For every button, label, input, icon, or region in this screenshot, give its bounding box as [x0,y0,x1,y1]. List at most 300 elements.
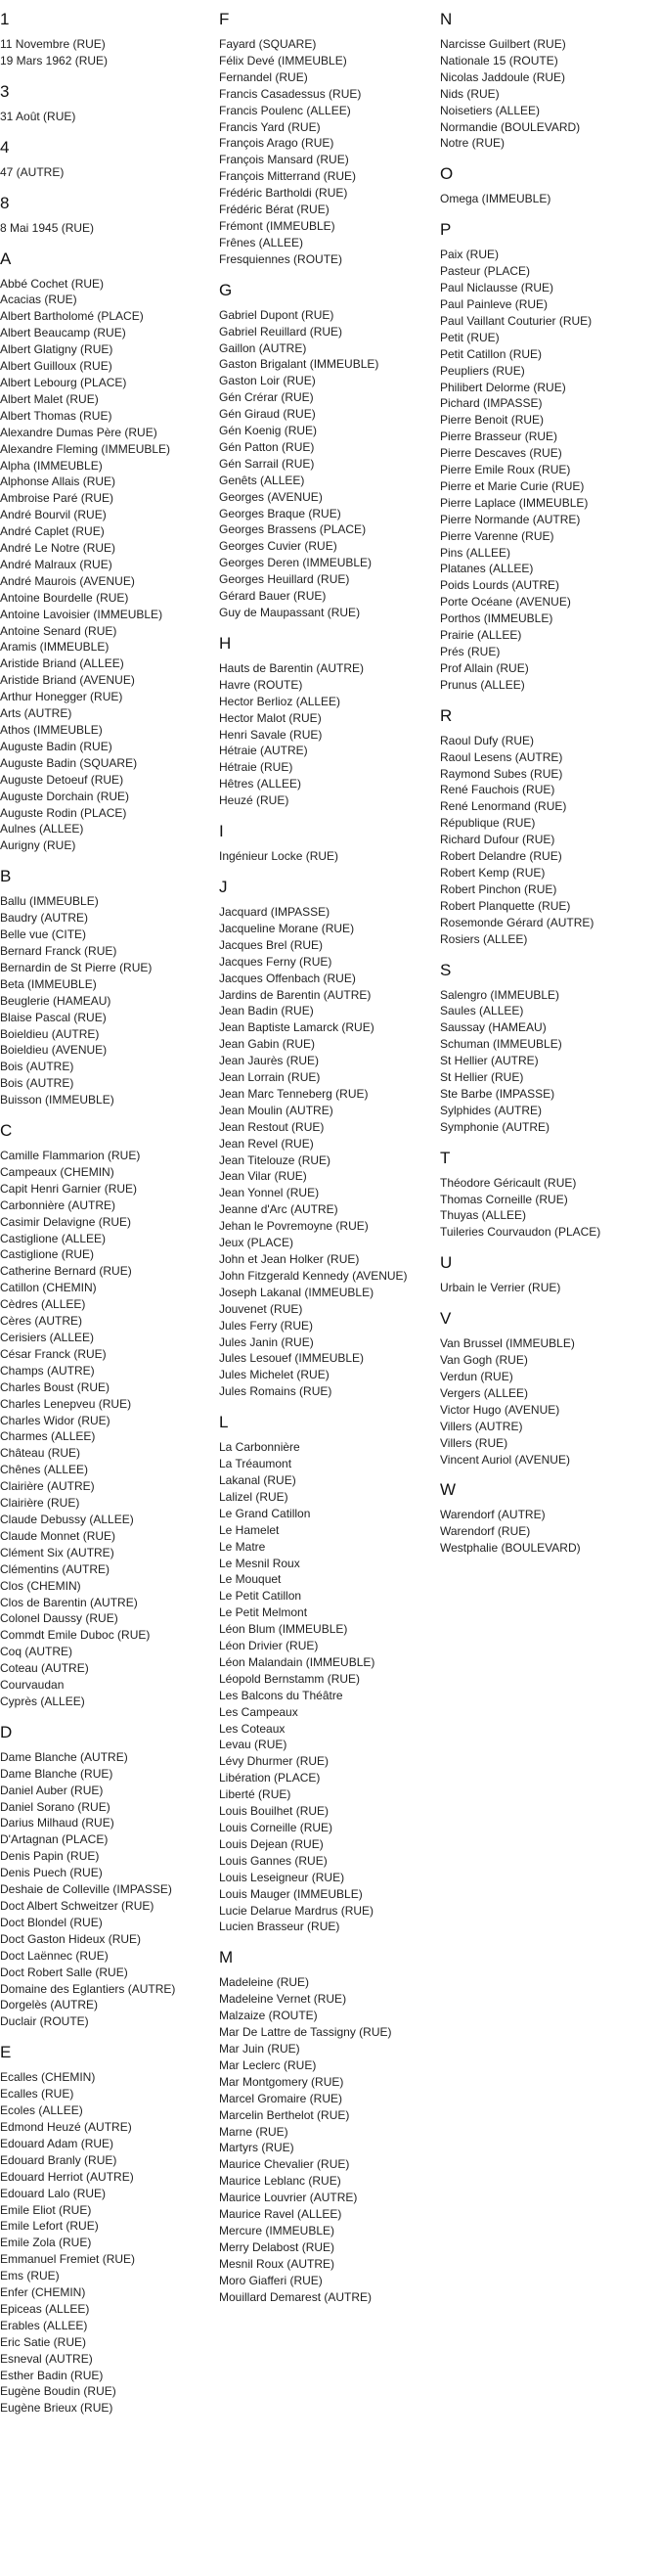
street-item[interactable]: Genêts (ALLEE) [219,473,305,487]
street-item[interactable]: Pichard (IMPASSE) [440,396,543,411]
street-item[interactable]: St Hellier (RUE) [440,1070,524,1085]
street-item[interactable]: Catherine Bernard (RUE) [0,1264,132,1279]
street-item[interactable]: Jardins de Barentin (AUTRE) [219,987,372,1002]
street-item[interactable]: Warendorf (RUE) [440,1524,531,1539]
street-item[interactable]: Dame Blanche (AUTRE) [0,1749,128,1764]
street-item[interactable]: Thomas Corneille (RUE) [440,1192,568,1206]
street-item[interactable]: Camille Flammarion (RUE) [0,1149,141,1163]
street-item[interactable]: Hêtres (ALLEE) [219,777,302,791]
street-item[interactable]: Pierre Benoit (RUE) [440,413,545,428]
street-item[interactable]: Jacqueline Morane (RUE) [219,921,355,935]
street-item[interactable]: Sylphides (AUTRE) [440,1103,543,1117]
street-item[interactable]: Frémont (IMMEUBLE) [219,218,335,233]
street-item[interactable]: Verdun (RUE) [440,1370,513,1383]
street-item[interactable]: Fernandel (RUE) [219,69,308,84]
street-item[interactable]: Frédéric Bérat (RUE) [219,203,330,217]
street-item[interactable]: Edouard Lalo (RUE) [0,2186,107,2200]
street-item[interactable]: Claude Debussy (ALLEE) [0,1512,134,1526]
street-item[interactable]: Jean Moulin (AUTRE) [219,1103,333,1117]
street-item[interactable]: Jean Baptiste Lamarck (RUE) [219,1020,374,1035]
street-item[interactable]: Westphalie (BOULEVARD) [440,1541,581,1556]
street-item[interactable]: Léopold Bernstamm (RUE) [219,1671,361,1686]
street-item[interactable]: Jacques Offenbach (RUE) [219,971,356,985]
street-item[interactable]: Pierre Emile Roux (RUE) [440,463,571,477]
street-item[interactable]: Le Petit Melmont [219,1605,308,1620]
street-item[interactable]: Buisson (IMMEUBLE) [0,1093,114,1107]
street-item[interactable]: Moro Giafferi (RUE) [219,2273,323,2287]
street-item[interactable]: Athos (IMMEUBLE) [0,723,103,737]
street-item[interactable]: Albert Malet (RUE) [0,391,99,406]
street-item[interactable]: Raoul Dufy (RUE) [440,733,535,747]
street-item[interactable]: Emile Lefort (RUE) [0,2219,99,2234]
street-item[interactable]: Gén Giraud (RUE) [219,407,316,422]
street-item[interactable]: Daniel Auber (RUE) [0,1783,104,1797]
street-item[interactable]: Porte Océane (AVENUE) [440,595,571,610]
street-item[interactable]: André Bourvil (RUE) [0,508,107,522]
street-item[interactable]: Urbain le Verrier (RUE) [440,1281,561,1295]
street-item[interactable]: Jules Michelet (RUE) [219,1368,330,1382]
street-item[interactable]: Aurigny (RUE) [0,838,76,853]
street-item[interactable]: Jacquard (IMPASSE) [219,904,330,919]
street-item[interactable]: 19 Mars 1962 (RUE) [0,53,109,68]
street-item[interactable]: Abbé Cochet (RUE) [0,276,105,291]
street-item[interactable]: Duclair (ROUTE) [0,2014,89,2029]
street-item[interactable]: Mar Montgomery (RUE) [219,2074,344,2089]
street-item[interactable]: Raymond Subes (RUE) [440,766,563,781]
street-item[interactable]: Fresquiennes (ROUTE) [219,251,343,266]
street-item[interactable]: Albert Thomas (RUE) [0,408,112,423]
street-item[interactable]: Félix Devé (IMMEUBLE) [219,53,347,68]
street-item[interactable]: Lucie Delarue Mardrus (RUE) [219,1903,374,1918]
street-item[interactable]: Jean Yonnel (RUE) [219,1186,320,1200]
street-item[interactable]: Prunus (ALLEE) [440,677,525,692]
street-item[interactable]: Normandie (BOULEVARD) [440,119,581,134]
street-item[interactable]: Madeleine Vernet (RUE) [219,1992,347,2007]
street-item[interactable]: Darius Milhaud (RUE) [0,1816,114,1830]
street-item[interactable]: Georges Braque (RUE) [219,506,341,520]
street-item[interactable]: Saules (ALLEE) [440,1004,524,1018]
street-item[interactable]: Edmond Heuzé (AUTRE) [0,2119,132,2134]
street-item[interactable]: Robert Delandre (RUE) [440,849,562,864]
street-item[interactable]: Jean Lorrain (RUE) [219,1070,321,1085]
street-item[interactable]: Villers (RUE) [440,1435,508,1450]
street-item[interactable]: Belle vue (CITE) [0,927,87,942]
street-item[interactable]: Jules Lesouef (IMMEUBLE) [219,1351,365,1366]
street-item[interactable]: D'Artagnan (PLACE) [0,1832,109,1847]
street-item[interactable]: Pierre Normande (AUTRE) [440,512,581,526]
street-item[interactable]: René Lenormand (RUE) [440,799,567,814]
street-item[interactable]: Léon Drivier (RUE) [219,1639,319,1653]
street-item[interactable]: Cères (AUTRE) [0,1314,83,1329]
street-item[interactable]: Mar Leclerc (RUE) [219,2057,317,2072]
street-item[interactable]: John Fitzgerald Kennedy (AVENUE) [219,1268,408,1283]
street-item[interactable]: Pierre Descaves (RUE) [440,446,562,461]
street-item[interactable]: Doct Gaston Hideux (RUE) [0,1931,142,1946]
street-item[interactable]: Guy de Maupassant (RUE) [219,606,361,619]
street-item[interactable]: Auguste Badin (RUE) [0,739,112,753]
street-item[interactable]: Louis Corneille (RUE) [219,1821,333,1834]
street-item[interactable]: Jean Badin (RUE) [219,1004,314,1018]
street-item[interactable]: Ecoles (ALLEE) [0,2103,83,2118]
street-item[interactable]: Raoul Lesens (AUTRE) [440,749,563,764]
street-item[interactable]: Les Balcons du Théâtre [219,1688,343,1702]
street-item[interactable]: Doct Robert Salle (RUE) [0,1965,128,1979]
street-item[interactable]: Capit Henri Garnier (RUE) [0,1181,138,1196]
street-item[interactable]: Denis Papin (RUE) [0,1849,100,1864]
street-item[interactable]: John et Jean Holker (RUE) [219,1252,360,1266]
street-item[interactable]: Nids (RUE) [440,86,500,101]
street-item[interactable]: Marcelin Berthelot (RUE) [219,2107,350,2122]
street-item[interactable]: Peupliers (RUE) [440,363,525,378]
street-item[interactable]: Auguste Detoeuf (RUE) [0,772,124,787]
street-item[interactable]: Paul Painleve (RUE) [440,296,549,311]
street-item[interactable]: Levau (RUE) [219,1738,287,1752]
street-item[interactable]: Omega (IMMEUBLE) [440,192,551,206]
street-item[interactable]: Lalizel (RUE) [219,1489,288,1504]
street-item[interactable]: Jouvenet (RUE) [219,1301,303,1316]
street-item[interactable]: Charles Lenepveu (RUE) [0,1396,132,1411]
street-item[interactable]: Louis Mauger (IMMEUBLE) [219,1886,363,1901]
street-item[interactable]: Frédéric Bartholdi (RUE) [219,186,348,201]
street-item[interactable]: Prairie (ALLEE) [440,628,522,643]
street-item[interactable]: Boieldieu (AVENUE) [0,1043,108,1058]
street-item[interactable]: Gabriel Dupont (RUE) [219,307,334,322]
street-item[interactable]: Francis Yard (RUE) [219,119,321,134]
street-item[interactable]: Albert Glatigny (RUE) [0,342,113,357]
street-item[interactable]: Coteau (AUTRE) [0,1661,89,1676]
street-item[interactable]: Pierre Brasseur (RUE) [440,429,558,444]
street-item[interactable]: Mar Juin (RUE) [219,2041,300,2056]
street-item[interactable]: Ballu (IMMEUBLE) [0,894,99,909]
street-item[interactable]: Louis Gannes (RUE) [219,1853,328,1868]
street-item[interactable]: Aulnes (ALLEE) [0,822,84,836]
street-item[interactable]: André Le Notre (RUE) [0,541,116,556]
street-item[interactable]: René Fauchois (RUE) [440,783,555,797]
street-item[interactable]: Ste Barbe (IMPASSE) [440,1086,555,1101]
street-item[interactable]: Maurice Leblanc (RUE) [219,2174,341,2189]
street-item[interactable]: Mar De Lattre de Tassigny (RUE) [219,2025,392,2040]
street-item[interactable]: Esther Badin (RUE) [0,2368,104,2382]
street-item[interactable]: Porthos (IMMEUBLE) [440,611,553,626]
street-item[interactable]: Jules Ferry (RUE) [219,1318,314,1333]
street-item[interactable]: Platanes (ALLEE) [440,562,534,576]
street-item[interactable]: Castiglione (ALLEE) [0,1231,107,1245]
street-item[interactable]: Liberté (RUE) [219,1787,291,1802]
street-item[interactable]: Domaine des Eglantiers (AUTRE) [0,1981,176,1996]
street-item[interactable]: Antoine Senard (RUE) [0,623,117,638]
street-item[interactable]: Paul Vaillant Couturier (RUE) [440,313,593,328]
street-item[interactable]: Emmanuel Fremiet (RUE) [0,2252,136,2267]
street-item[interactable]: Aramis (IMMEUBLE) [0,640,110,655]
street-item[interactable]: Georges Brassens (PLACE) [219,522,367,537]
street-item[interactable]: Mesnil Roux (AUTRE) [219,2256,335,2271]
street-item[interactable]: Prés (RUE) [440,645,501,658]
street-item[interactable]: La Carbonnière [219,1440,300,1455]
street-item[interactable]: Eugène Brieux (RUE) [0,2401,113,2416]
street-item[interactable]: François Mitterrand (RUE) [219,169,357,184]
street-item[interactable]: Champs (AUTRE) [0,1363,95,1378]
street-item[interactable]: Warendorf (AUTRE) [440,1508,546,1522]
street-item[interactable]: Commdt Emile Duboc (RUE) [0,1628,151,1643]
street-item[interactable]: Paul Niclausse (RUE) [440,281,554,295]
street-item[interactable]: Cèdres (ALLEE) [0,1297,86,1312]
street-item[interactable]: Frênes (ALLEE) [219,235,304,249]
street-item[interactable]: Bernard Franck (RUE) [0,943,117,958]
street-item[interactable]: Gaillon (AUTRE) [219,340,307,355]
street-item[interactable]: Acacias (RUE) [0,293,77,307]
street-item[interactable]: Le Hamelet [219,1522,280,1537]
street-item[interactable]: Clairière (AUTRE) [0,1479,95,1494]
street-item[interactable]: Le Mesnil Roux [219,1556,300,1570]
street-item[interactable]: Lévy Dhurmer (RUE) [219,1754,330,1769]
street-item[interactable]: Maurice Louvrier (AUTRE) [219,2191,358,2205]
street-item[interactable]: Le Petit Catillon [219,1589,302,1604]
street-item[interactable]: Schuman (IMMEUBLE) [440,1037,562,1052]
street-item[interactable]: Bois (AUTRE) [0,1060,74,1074]
street-item[interactable]: André Caplet (RUE) [0,524,105,539]
street-item[interactable]: Charmes (ALLEE) [0,1429,96,1444]
street-item[interactable]: André Maurois (AVENUE) [0,573,135,588]
street-item[interactable]: Jean Marc Tenneberg (RUE) [219,1086,369,1101]
street-item[interactable]: Pierre Laplace (IMMEUBLE) [440,495,589,510]
street-item[interactable]: Francis Casadessus (RUE) [219,86,362,101]
street-item[interactable]: La Tréaumont [219,1457,292,1471]
street-item[interactable]: Gaston Brigalant (IMMEUBLE) [219,357,379,372]
street-item[interactable]: Clémentins (AUTRE) [0,1561,110,1576]
street-item[interactable]: Emile Eliot (RUE) [0,2202,92,2217]
street-item[interactable]: Beuglerie (HAMEAU) [0,993,111,1008]
street-item[interactable]: Lakanal (RUE) [219,1472,296,1487]
street-item[interactable]: Jeux (PLACE) [219,1236,294,1250]
street-item[interactable]: Antoine Bourdelle (RUE) [0,590,129,605]
street-item[interactable]: Petit (RUE) [440,330,500,344]
street-item[interactable]: Jean Vilar (RUE) [219,1169,307,1184]
street-item[interactable]: Château (RUE) [0,1446,81,1461]
street-item[interactable]: Merry Delabost (RUE) [219,2239,335,2254]
street-item[interactable]: Albert Lebourg (PLACE) [0,375,127,389]
street-item[interactable]: Albert Beaucamp (RUE) [0,326,126,340]
street-item[interactable]: Antoine Lavoisier (IMMEUBLE) [0,607,163,621]
street-item[interactable]: Alexandre Fleming (IMMEUBLE) [0,441,171,456]
street-item[interactable]: Pins (ALLEE) [440,545,511,560]
street-item[interactable]: Albert Guilloux (RUE) [0,359,112,374]
street-item[interactable]: Jean Titelouze (RUE) [219,1152,331,1167]
street-item[interactable]: Bois (AUTRE) [0,1076,74,1091]
street-item[interactable]: Georges Heuillard (RUE) [219,572,350,587]
street-item[interactable]: Marcel Gromaire (RUE) [219,2091,343,2105]
street-item[interactable]: François Mansard (RUE) [219,153,349,167]
street-item[interactable]: Paix (RUE) [440,248,500,262]
street-item[interactable]: Madeleine (RUE) [219,1975,310,1990]
street-item[interactable]: Gén Crérar (RUE) [219,390,314,405]
street-item[interactable]: Dame Blanche (RUE) [0,1766,113,1781]
street-item[interactable]: Esneval (AUTRE) [0,2351,93,2366]
street-item[interactable]: Bernardin de St Pierre (RUE) [0,960,153,974]
street-item[interactable]: Louis Bouilhet (RUE) [219,1804,330,1819]
street-item[interactable]: Epiceas (ALLEE) [0,2301,90,2316]
street-item[interactable]: Villers (AUTRE) [440,1419,523,1433]
street-item[interactable]: Eugène Boudin (RUE) [0,2384,116,2399]
street-item[interactable]: Francis Poulenc (ALLEE) [219,103,351,117]
street-item[interactable]: Auguste Dorchain (RUE) [0,789,130,803]
street-item[interactable]: Théodore Géricault (RUE) [440,1175,577,1190]
street-item[interactable]: Auguste Rodin (PLACE) [0,805,127,820]
street-item[interactable]: Henri Savale (RUE) [219,727,323,742]
street-item[interactable]: Salengro (IMMEUBLE) [440,987,560,1002]
street-item[interactable]: Jean Restout (RUE) [219,1119,325,1134]
street-item[interactable]: Mouillard Demarest (AUTRE) [219,2289,373,2304]
street-item[interactable]: Robert Kemp (RUE) [440,865,546,880]
street-item[interactable]: Ingénieur Locke (RUE) [219,849,339,864]
street-item[interactable]: Carbonnière (AUTRE) [0,1198,116,1212]
street-item[interactable]: Les Campeaux [219,1704,298,1719]
street-item[interactable]: Robert Planquette (RUE) [440,898,571,913]
street-item[interactable]: Notre (RUE) [440,136,506,151]
street-item[interactable]: Pierre et Marie Curie (RUE) [440,478,585,493]
street-item[interactable]: Léon Malandain (IMMEUBLE) [219,1654,375,1669]
street-item[interactable]: Georges Deren (IMMEUBLE) [219,556,373,570]
street-item[interactable]: Saussay (HAMEAU) [440,1020,547,1035]
street-item[interactable]: Chênes (ALLEE) [0,1463,89,1477]
street-item[interactable]: Arthur Honegger (RUE) [0,690,123,704]
street-item[interactable]: Pierre Varenne (RUE) [440,528,554,543]
street-item[interactable]: Gén Sarrail (RUE) [219,456,315,471]
street-item[interactable]: Louis Leseigneur (RUE) [219,1870,345,1884]
street-item[interactable]: Narcisse Guilbert (RUE) [440,37,566,51]
street-item[interactable]: Mercure (IMMEUBLE) [219,2223,335,2237]
street-item[interactable]: Hauts de Barentin (AUTRE) [219,660,365,675]
street-item[interactable]: Colonel Daussy (RUE) [0,1611,118,1626]
street-item[interactable]: Marne (RUE) [219,2124,288,2139]
street-item[interactable]: Arts (AUTRE) [0,706,72,721]
street-item[interactable]: Fayard (SQUARE) [219,37,317,51]
street-item[interactable]: Campeaux (CHEMIN) [0,1164,114,1179]
street-item[interactable]: St Hellier (AUTRE) [440,1054,539,1068]
street-item[interactable]: République (RUE) [440,816,536,831]
street-item[interactable]: Tuileries Courvaudon (PLACE) [440,1225,601,1240]
street-item[interactable]: Jacques Brel (RUE) [219,937,324,952]
street-item[interactable]: Gérard Bauer (RUE) [219,589,327,604]
street-item[interactable]: Ecalles (CHEMIN) [0,2070,96,2085]
street-item[interactable]: Casimir Delavigne (RUE) [0,1214,132,1229]
street-item[interactable]: Nicolas Jaddoule (RUE) [440,69,566,84]
street-item[interactable]: Aristide Briand (ALLEE) [0,656,124,671]
street-item[interactable]: Jean Revel (RUE) [219,1136,314,1151]
street-item[interactable]: Ecalles (RUE) [0,2087,74,2101]
street-item[interactable]: Eric Satie (RUE) [0,2334,87,2349]
street-item[interactable]: Philibert Delorme (RUE) [440,380,566,394]
street-item[interactable]: Rosemonde Gérard (AUTRE) [440,915,594,929]
street-item[interactable]: Nationale 15 (ROUTE) [440,53,558,68]
street-item[interactable]: Claude Monnet (RUE) [0,1528,116,1543]
street-item[interactable]: Georges Cuvier (RUE) [219,539,337,554]
street-item[interactable]: Courvaudan [0,1678,65,1693]
street-item[interactable]: Martyrs (RUE) [219,2141,294,2155]
street-item[interactable]: Symphonie (AUTRE) [440,1119,550,1134]
street-item[interactable]: Daniel Sorano (RUE) [0,1799,110,1814]
street-item[interactable]: Jules Romains (RUE) [219,1384,332,1399]
street-item[interactable]: Emile Zola (RUE) [0,2236,92,2250]
street-item[interactable]: Heuzé (RUE) [219,793,289,808]
street-item[interactable]: Jeanne d'Arc (AUTRE) [219,1202,338,1217]
street-item[interactable]: Coq (AUTRE) [0,1645,73,1659]
street-item[interactable]: Pasteur (PLACE) [440,264,531,279]
street-item[interactable]: Alpha (IMMEUBLE) [0,458,103,473]
street-item[interactable]: Dorgelès (AUTRE) [0,1998,99,2012]
street-item[interactable]: Le Matre [219,1539,266,1554]
street-item[interactable]: Georges (AVENUE) [219,489,323,504]
street-item[interactable]: Clos de Barentin (AUTRE) [0,1595,138,1609]
street-item[interactable]: Alphonse Allais (RUE) [0,475,116,489]
street-item[interactable]: Léon Blum (IMMEUBLE) [219,1622,348,1637]
street-item[interactable]: Ems (RUE) [0,2269,60,2283]
street-item[interactable]: Louis Dejean (RUE) [219,1836,324,1851]
street-item[interactable]: Erables (ALLEE) [0,2318,88,2332]
street-item[interactable]: Charles Boust (RUE) [0,1379,110,1394]
street-item[interactable]: Hétraie (RUE) [219,760,293,775]
street-item[interactable]: Hétraie (AUTRE) [219,744,308,758]
street-item[interactable]: Libération (PLACE) [219,1771,321,1785]
street-item[interactable]: Doct Albert Schweitzer (RUE) [0,1899,154,1913]
street-item[interactable]: Van Gogh (RUE) [440,1353,528,1368]
street-item[interactable]: Rosiers (ALLEE) [440,931,528,946]
street-item[interactable]: Van Brussel (IMMEUBLE) [440,1336,575,1351]
street-item[interactable]: Prof Allain (RUE) [440,660,529,675]
street-item[interactable]: Richard Dufour (RUE) [440,833,555,847]
street-item[interactable]: André Malraux (RUE) [0,557,112,571]
street-item[interactable]: Le Mouquet [219,1572,282,1587]
street-item[interactable]: Aristide Briand (AVENUE) [0,673,135,688]
street-item[interactable]: Poids Lourds (AUTRE) [440,578,560,593]
street-item[interactable]: Petit Catillon (RUE) [440,346,543,361]
street-item[interactable]: Edouard Herriot (AUTRE) [0,2169,134,2184]
street-item[interactable]: Havre (ROUTE) [219,677,303,692]
street-item[interactable]: Hector Berlioz (ALLEE) [219,694,341,708]
street-item[interactable]: Alexandre Dumas Père (RUE) [0,425,157,439]
street-item[interactable]: Denis Puech (RUE) [0,1866,103,1880]
street-item[interactable]: Deshaie de Colleville (IMPASSE) [0,1882,172,1897]
street-item[interactable]: Vergers (ALLEE) [440,1385,529,1400]
street-item[interactable]: Doct Laënnec (RUE) [0,1948,109,1963]
street-item[interactable]: Gabriel Reuillard (RUE) [219,324,343,339]
street-item[interactable]: Clairière (RUE) [0,1496,80,1511]
street-item[interactable]: Le Grand Catillon [219,1506,311,1520]
street-item[interactable]: Vincent Auriol (AVENUE) [440,1452,570,1467]
street-item[interactable]: Jean Gabin (RUE) [219,1037,316,1052]
street-item[interactable]: Doct Blondel (RUE) [0,1915,103,1929]
street-item[interactable]: Gén Koenig (RUE) [219,424,318,438]
street-item[interactable]: Victor Hugo (AVENUE) [440,1402,560,1417]
street-item[interactable]: Castiglione (RUE) [0,1247,95,1262]
street-item[interactable]: Jean Jaurès (RUE) [219,1054,320,1068]
street-item[interactable]: 8 Mai 1945 (RUE) [0,220,95,235]
street-item[interactable]: Robert Pinchon (RUE) [440,881,557,896]
street-item[interactable]: Blaise Pascal (RUE) [0,1010,107,1024]
street-item[interactable]: Hector Malot (RUE) [219,710,322,725]
street-item[interactable]: Auguste Badin (SQUARE) [0,755,138,770]
street-item[interactable]: François Arago (RUE) [219,136,334,151]
street-item[interactable]: Jehan le Povremoyne (RUE) [219,1219,369,1234]
street-item[interactable]: Lucien Brasseur (RUE) [219,1920,340,1934]
street-item[interactable]: Charles Widor (RUE) [0,1413,110,1427]
street-item[interactable]: Edouard Branly (RUE) [0,2152,117,2167]
street-item[interactable]: Thuyas (ALLEE) [440,1208,527,1223]
street-item[interactable]: Jules Janin (RUE) [219,1334,314,1349]
street-item[interactable]: Edouard Adam (RUE) [0,2136,114,2150]
street-item[interactable]: 47 (AUTRE) [0,164,65,179]
street-item[interactable]: Clos (CHEMIN) [0,1578,81,1593]
street-item[interactable]: Cyprès (ALLEE) [0,1694,85,1708]
